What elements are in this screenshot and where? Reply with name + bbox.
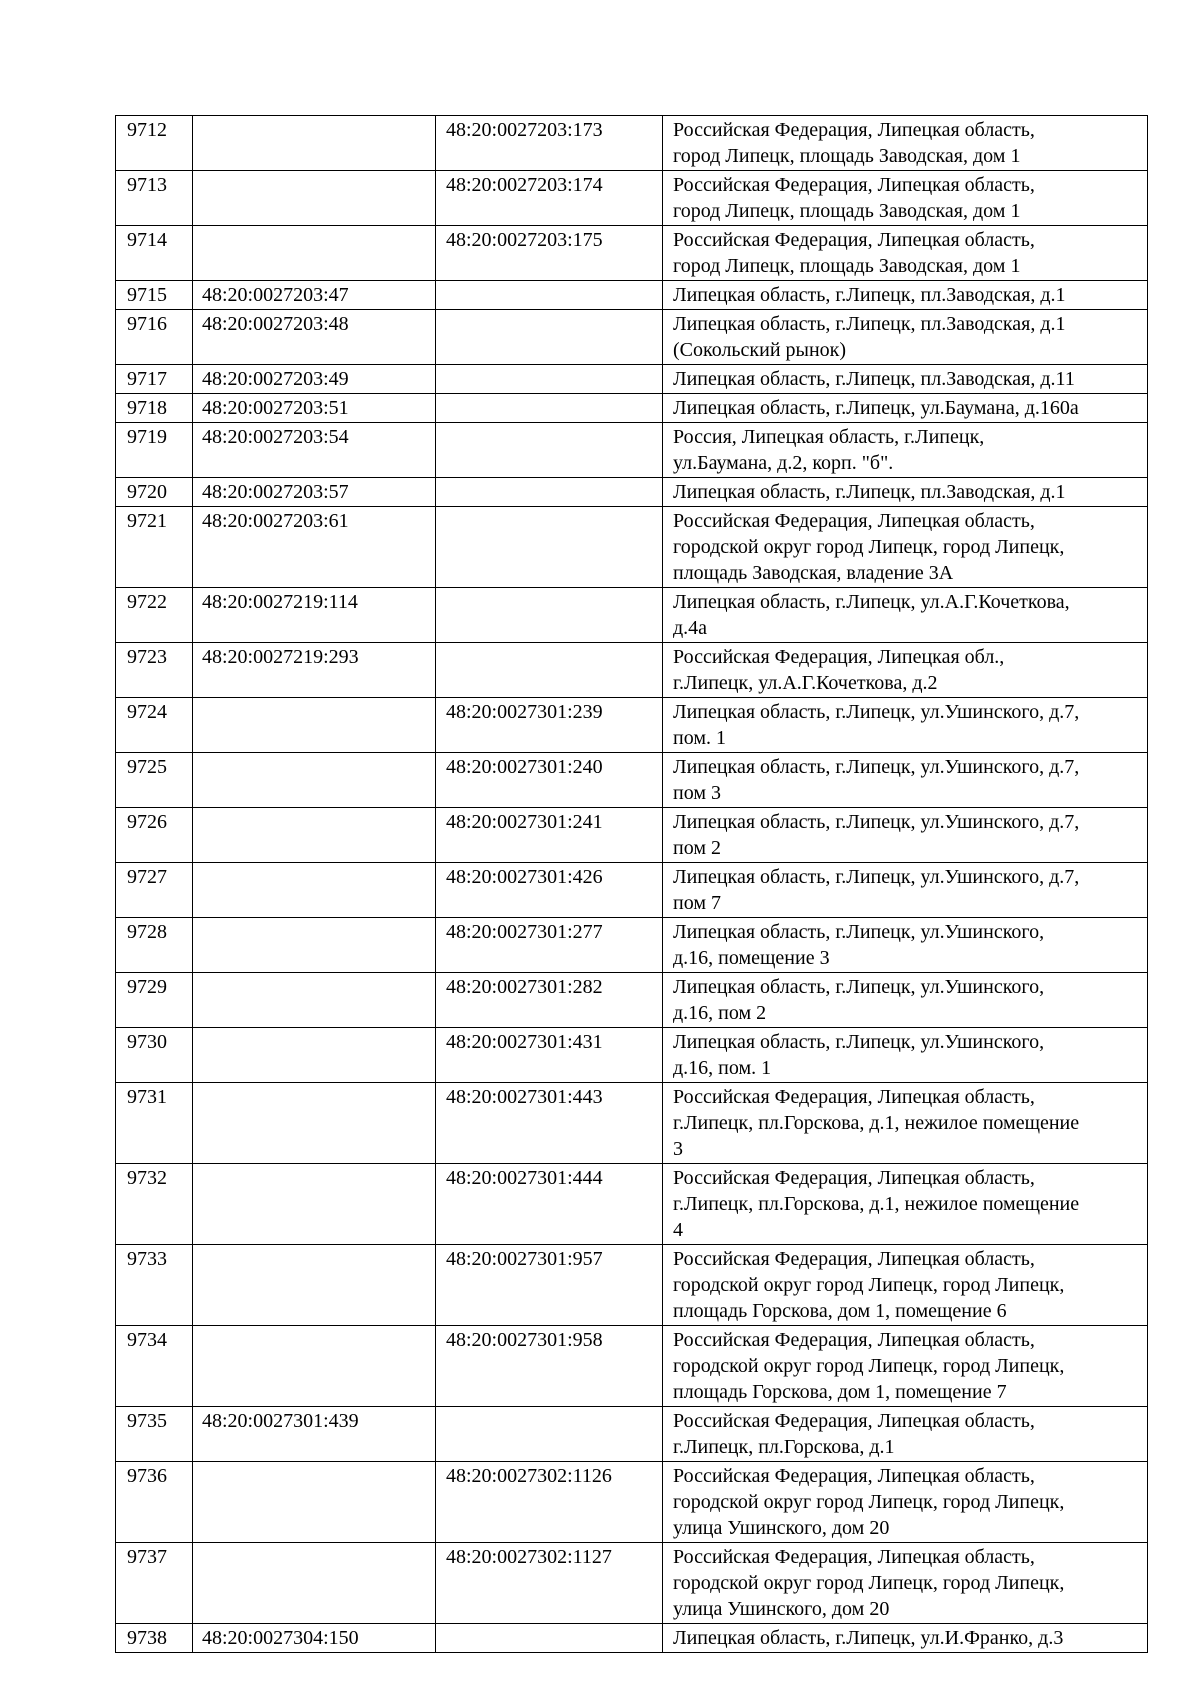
table-row xyxy=(116,808,1148,863)
table-row xyxy=(116,643,1148,698)
address-cell: Российская Федерация, Липецкая область, г.Липецк, пл.Горскова, д.1 xyxy=(663,1407,1148,1462)
land-cadastral-number-cell xyxy=(193,973,436,1028)
table-row xyxy=(116,1624,1148,1653)
table-row xyxy=(116,310,1148,365)
object-cadastral-number-cell xyxy=(436,365,663,394)
land-cadastral-number-cell: 48:20:0027219:114 xyxy=(193,588,436,643)
object-cadastral-number-cell: 48:20:0027203:174 xyxy=(436,171,663,226)
table-row xyxy=(116,588,1148,643)
row-number-cell: 9714 xyxy=(116,226,193,281)
object-cadastral-number-cell: 48:20:0027301:426 xyxy=(436,863,663,918)
table-row xyxy=(116,863,1148,918)
table-row xyxy=(116,1462,1148,1543)
land-cadastral-number-cell: 48:20:0027203:51 xyxy=(193,394,436,423)
address-cell: Липецкая область, г.Липецк, ул.Ушинского, д.7, пом 7 xyxy=(663,863,1148,918)
table-row xyxy=(116,1245,1148,1326)
row-number-cell: 9724 xyxy=(116,698,193,753)
land-cadastral-number-cell: 48:20:0027203:49 xyxy=(193,365,436,394)
land-cadastral-number-cell: 48:20:0027304:150 xyxy=(193,1624,436,1653)
object-cadastral-number-cell xyxy=(436,507,663,588)
object-cadastral-number-cell xyxy=(436,281,663,310)
object-cadastral-number-cell: 48:20:0027301:443 xyxy=(436,1083,663,1164)
object-cadastral-number-cell: 48:20:0027301:277 xyxy=(436,918,663,973)
object-cadastral-number-cell xyxy=(436,588,663,643)
object-cadastral-number-cell: 48:20:0027302:1127 xyxy=(436,1543,663,1624)
land-cadastral-number-cell xyxy=(193,1028,436,1083)
land-cadastral-number-cell xyxy=(193,1083,436,1164)
address-cell: Российская Федерация, Липецкая область, городской округ город Липецк, город Липецк, улица Ушинского, дом 20 xyxy=(663,1543,1148,1624)
row-number-cell: 9738 xyxy=(116,1624,193,1653)
registry-table xyxy=(115,115,1148,1653)
address-cell: Липецкая область, г.Липецк, ул.Ушинского, д.7, пом 3 xyxy=(663,753,1148,808)
object-cadastral-number-cell xyxy=(436,423,663,478)
address-cell: Российская Федерация, Липецкая область, г.Липецк, пл.Горскова, д.1, нежилое помещение 3 xyxy=(663,1083,1148,1164)
land-cadastral-number-cell: 48:20:0027203:47 xyxy=(193,281,436,310)
table-row xyxy=(116,1407,1148,1462)
object-cadastral-number-cell xyxy=(436,1407,663,1462)
row-number-cell: 9713 xyxy=(116,171,193,226)
table-row xyxy=(116,423,1148,478)
land-cadastral-number-cell: 48:20:0027301:439 xyxy=(193,1407,436,1462)
land-cadastral-number-cell xyxy=(193,1326,436,1407)
object-cadastral-number-cell: 48:20:0027301:958 xyxy=(436,1326,663,1407)
table-row xyxy=(116,1543,1148,1624)
table-row xyxy=(116,116,1148,171)
land-cadastral-number-cell xyxy=(193,808,436,863)
row-number-cell: 9734 xyxy=(116,1326,193,1407)
object-cadastral-number-cell: 48:20:0027301:239 xyxy=(436,698,663,753)
row-number-cell: 9719 xyxy=(116,423,193,478)
row-number-cell: 9733 xyxy=(116,1245,193,1326)
object-cadastral-number-cell xyxy=(436,1624,663,1653)
object-cadastral-number-cell: 48:20:0027301:240 xyxy=(436,753,663,808)
table-row xyxy=(116,507,1148,588)
address-cell: Российская Федерация, Липецкая область, городской округ город Липецк, город Липецк, площадь Горскова, дом 1, помещение 6 xyxy=(663,1245,1148,1326)
row-number-cell: 9737 xyxy=(116,1543,193,1624)
address-cell: Российская Федерация, Липецкая обл., г.Липецк, ул.А.Г.Кочеткова, д.2 xyxy=(663,643,1148,698)
row-number-cell: 9728 xyxy=(116,918,193,973)
land-cadastral-number-cell xyxy=(193,1462,436,1543)
land-cadastral-number-cell xyxy=(193,1543,436,1624)
address-cell: Россия, Липецкая область, г.Липецк, ул.Баумана, д.2, корп. "б". xyxy=(663,423,1148,478)
object-cadastral-number-cell xyxy=(436,478,663,507)
object-cadastral-number-cell xyxy=(436,643,663,698)
address-cell: Липецкая область, г.Липецк, пл.Заводская, д.1 (Сокольский рынок) xyxy=(663,310,1148,365)
table-row xyxy=(116,394,1148,423)
object-cadastral-number-cell xyxy=(436,310,663,365)
land-cadastral-number-cell xyxy=(193,116,436,171)
table-row xyxy=(116,478,1148,507)
object-cadastral-number-cell: 48:20:0027203:175 xyxy=(436,226,663,281)
object-cadastral-number-cell: 48:20:0027301:241 xyxy=(436,808,663,863)
address-cell: Российская Федерация, Липецкая область, городской округ город Липецк, город Липецк, площадь Заводская, владение 3А xyxy=(663,507,1148,588)
address-cell: Российская Федерация, Липецкая область, город Липецк, площадь Заводская, дом 1 xyxy=(663,171,1148,226)
row-number-cell: 9722 xyxy=(116,588,193,643)
land-cadastral-number-cell xyxy=(193,1164,436,1245)
row-number-cell: 9715 xyxy=(116,281,193,310)
row-number-cell: 9727 xyxy=(116,863,193,918)
address-cell: Липецкая область, г.Липецк, ул.А.Г.Кочеткова, д.4а xyxy=(663,588,1148,643)
row-number-cell: 9725 xyxy=(116,753,193,808)
row-number-cell: 9735 xyxy=(116,1407,193,1462)
table-row xyxy=(116,171,1148,226)
address-cell: Липецкая область, г.Липецк, ул.Ушинского, д.7, пом. 1 xyxy=(663,698,1148,753)
table-row xyxy=(116,1326,1148,1407)
address-cell: Липецкая область, г.Липецк, ул.Ушинского, д.16, помещение 3 xyxy=(663,918,1148,973)
address-cell: Российская Федерация, Липецкая область, город Липецк, площадь Заводская, дом 1 xyxy=(663,116,1148,171)
address-cell: Липецкая область, г.Липецк, ул.И.Франко, д.3 xyxy=(663,1624,1148,1653)
table-row xyxy=(116,365,1148,394)
table-row xyxy=(116,1083,1148,1164)
land-cadastral-number-cell xyxy=(193,171,436,226)
address-cell: Липецкая область, г.Липецк, пл.Заводская, д.1 xyxy=(663,281,1148,310)
row-number-cell: 9718 xyxy=(116,394,193,423)
row-number-cell: 9720 xyxy=(116,478,193,507)
row-number-cell: 9731 xyxy=(116,1083,193,1164)
land-cadastral-number-cell xyxy=(193,863,436,918)
row-number-cell: 9721 xyxy=(116,507,193,588)
row-number-cell: 9729 xyxy=(116,973,193,1028)
address-cell: Липецкая область, г.Липецк, ул.Ушинского, д.16, пом. 1 xyxy=(663,1028,1148,1083)
address-cell: Липецкая область, г.Липецк, ул.Баумана, д.160а xyxy=(663,394,1148,423)
object-cadastral-number-cell: 48:20:0027203:173 xyxy=(436,116,663,171)
land-cadastral-number-cell: 48:20:0027203:57 xyxy=(193,478,436,507)
row-number-cell: 9732 xyxy=(116,1164,193,1245)
row-number-cell: 9717 xyxy=(116,365,193,394)
address-cell: Российская Федерация, Липецкая область, городской округ город Липецк, город Липецк, улица Ушинского, дом 20 xyxy=(663,1462,1148,1543)
land-cadastral-number-cell: 48:20:0027219:293 xyxy=(193,643,436,698)
row-number-cell: 9736 xyxy=(116,1462,193,1543)
address-cell: Российская Федерация, Липецкая область, город Липецк, площадь Заводская, дом 1 xyxy=(663,226,1148,281)
address-cell: Липецкая область, г.Липецк, ул.Ушинского, д.16, пом 2 xyxy=(663,973,1148,1028)
address-cell: Липецкая область, г.Липецк, пл.Заводская, д.11 xyxy=(663,365,1148,394)
table-row xyxy=(116,918,1148,973)
object-cadastral-number-cell: 48:20:0027301:431 xyxy=(436,1028,663,1083)
address-cell: Липецкая область, г.Липецк, ул.Ушинского, д.7, пом 2 xyxy=(663,808,1148,863)
land-cadastral-number-cell: 48:20:0027203:61 xyxy=(193,507,436,588)
table-row xyxy=(116,226,1148,281)
table-row xyxy=(116,753,1148,808)
land-cadastral-number-cell xyxy=(193,1245,436,1326)
object-cadastral-number-cell xyxy=(436,394,663,423)
land-cadastral-number-cell: 48:20:0027203:54 xyxy=(193,423,436,478)
table-row xyxy=(116,973,1148,1028)
table-row xyxy=(116,281,1148,310)
object-cadastral-number-cell: 48:20:0027302:1126 xyxy=(436,1462,663,1543)
row-number-cell: 9730 xyxy=(116,1028,193,1083)
row-number-cell: 9723 xyxy=(116,643,193,698)
land-cadastral-number-cell xyxy=(193,698,436,753)
land-cadastral-number-cell xyxy=(193,226,436,281)
row-number-cell: 9712 xyxy=(116,116,193,171)
object-cadastral-number-cell: 48:20:0027301:444 xyxy=(436,1164,663,1245)
land-cadastral-number-cell xyxy=(193,918,436,973)
address-cell: Российская Федерация, Липецкая область, городской округ город Липецк, город Липецк, площадь Горскова, дом 1, помещение 7 xyxy=(663,1326,1148,1407)
registry-table-body xyxy=(116,116,1148,1653)
address-cell: Российская Федерация, Липецкая область, г.Липецк, пл.Горскова, д.1, нежилое помещение 4 xyxy=(663,1164,1148,1245)
object-cadastral-number-cell: 48:20:0027301:957 xyxy=(436,1245,663,1326)
land-cadastral-number-cell xyxy=(193,753,436,808)
object-cadastral-number-cell: 48:20:0027301:282 xyxy=(436,973,663,1028)
row-number-cell: 9716 xyxy=(116,310,193,365)
row-number-cell: 9726 xyxy=(116,808,193,863)
address-cell: Липецкая область, г.Липецк, пл.Заводская, д.1 xyxy=(663,478,1148,507)
table-row xyxy=(116,1164,1148,1245)
table-row xyxy=(116,1028,1148,1083)
land-cadastral-number-cell: 48:20:0027203:48 xyxy=(193,310,436,365)
table-row xyxy=(116,698,1148,753)
